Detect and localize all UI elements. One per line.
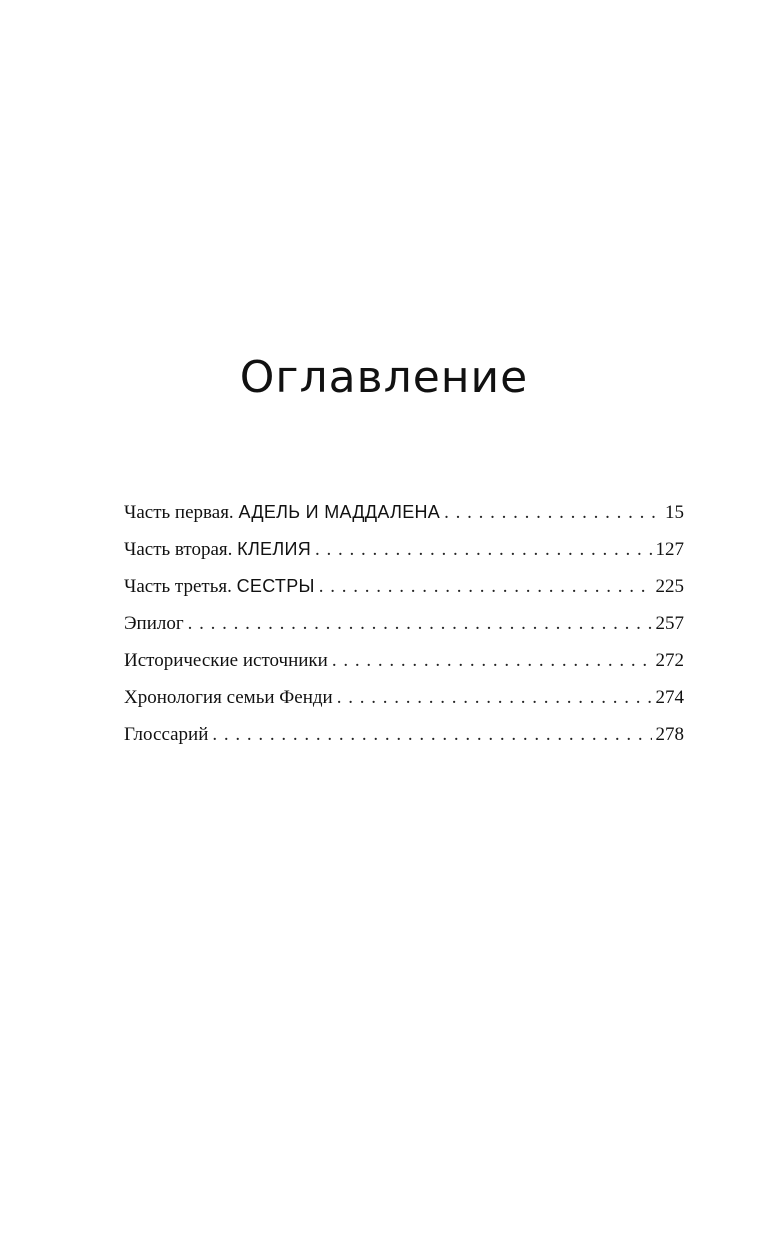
toc-entry-page: 15 [665,502,684,523]
dot-leader [319,572,652,602]
toc-entry-label [124,645,328,676]
toc-entry [124,534,684,571]
dot-leader [315,535,651,565]
toc-entry [124,645,684,682]
toc-entry-title: АДЕЛЬ И МАДДАЛЕНА [238,502,441,522]
toc-entry-page: 278 [655,724,684,745]
page-title: Оглавление [239,352,529,403]
toc-entry-page: 127 [655,539,684,560]
toc-entry-page: 272 [655,650,684,671]
toc-entry-title: СЕСТРЫ [236,576,315,596]
dot-leader [212,720,651,750]
toc-entry-page: 225 [655,576,684,597]
toc-entry [124,571,684,608]
toc-entry-title: КЛЕЛИЯ [237,539,312,559]
toc-entry-part: Хронология семьи Фенди [124,687,333,708]
toc-entry-label [124,571,315,602]
table-of-contents [124,497,684,756]
toc-entry [124,497,684,534]
toc-entry-label [124,682,333,713]
dot-leader [337,683,652,713]
toc-entry-label [124,534,311,565]
toc-entry [124,682,684,719]
toc-entry-label [124,497,440,528]
toc-entry-label [124,608,184,639]
toc-entry-part: Часть третья. [124,576,237,597]
toc-entry-page: 257 [655,613,684,634]
dot-leader [444,498,661,528]
toc-entry-part: Эпилог [124,613,184,634]
toc-entry-part: Часть первая. [124,502,239,523]
toc-entry-part: Исторические источники [124,650,328,671]
dot-leader [332,646,652,676]
toc-entry-page: 274 [655,687,684,708]
toc-entry-part: Глоссарий [124,724,209,745]
dot-leader [188,609,652,639]
toc-entry [124,608,684,645]
toc-entry [124,719,684,756]
toc-entry-part: Часть вторая. [124,539,238,560]
toc-entry-label [124,719,208,750]
